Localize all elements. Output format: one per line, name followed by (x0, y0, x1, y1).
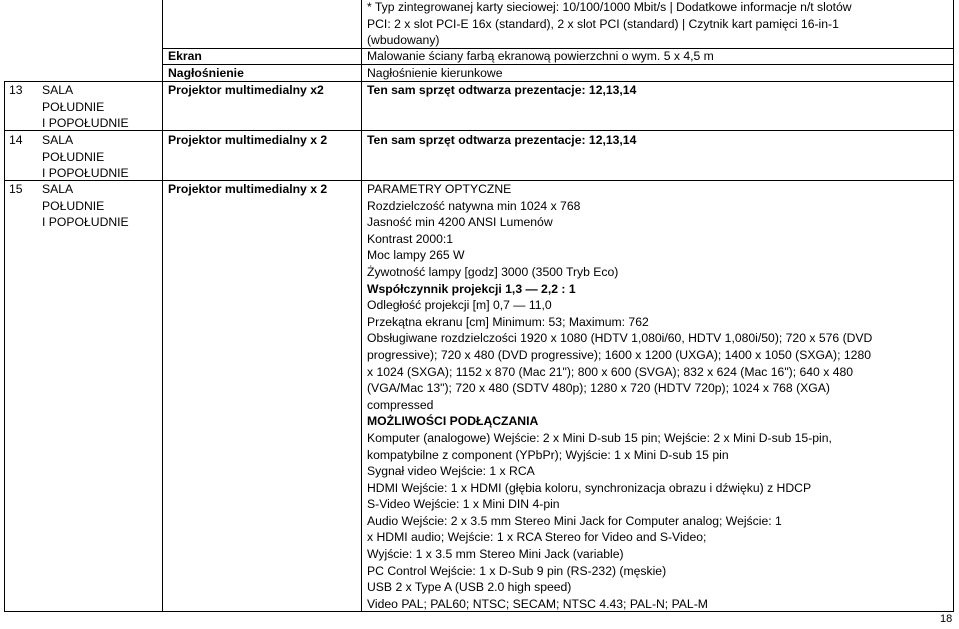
room-number: 13 (9, 83, 23, 97)
equipment-label: Projektor multimedialny x 2 (168, 182, 328, 196)
spec-line: USB 2 x Type A (USB 2.0 high speed) (367, 580, 572, 595)
spec-line: Rozdzielczość natywna min 1024 x 768 (367, 198, 581, 213)
room-name (42, 82, 129, 132)
spec-line: S-Video Wejście: 1 x Mini DIN 4-pin (367, 497, 560, 512)
text-line: * Typ zintegrowanej karty sieciowej: 10/100/1000 Mbit/s | Dodatkowe informacje n/t slotów (367, 0, 852, 14)
spec-line: x HDMI audio; Wejście: 1 x RCA Stereo for Video and S-Video; (367, 530, 707, 545)
room-name-line: I POPOŁUDNIE (42, 116, 129, 131)
grid-line (4, 130, 954, 131)
grid-line (162, 81, 163, 611)
page-number: 18 (940, 613, 953, 625)
room-name-line: I POPOŁUDNIE (42, 166, 129, 181)
spec-line: Jasność min 4200 ANSI Lumenów (367, 215, 553, 230)
connectivity-heading: MOŻLIWOŚCI PODŁĄCZANIA (367, 414, 539, 429)
optical-parameters-heading: PARAMETRY OPTYCZNE (367, 182, 512, 196)
room-name-line: POŁUDNIE (42, 99, 105, 114)
room-name (42, 132, 129, 182)
equipment-description: Ten sam sprzęt odtwarza prezentacje: 12,13,14 (367, 83, 637, 97)
room-name (42, 181, 129, 231)
spec-line: Wyjście: 1 x 3.5 mm Stereo Mini Jack (variable) (367, 547, 624, 562)
spec-line: Moc lampy 265 W (367, 248, 465, 263)
spec-line: Kontrast 2000:1 (367, 231, 454, 246)
spec-line: x 1024 (SXGA); 1152 x 870 (Mac 21"); 800 x 600 (SVGA); 832 x 624 (Mac 16"); 640 x 480 (367, 364, 854, 379)
room-name-line: I POPOŁUDNIE (42, 215, 129, 230)
spec-line: PC Control Wejście: 1 x D-Sub 9 pin (RS-232) (męskie) (367, 563, 667, 578)
room-number: 14 (9, 133, 23, 147)
throw-ratio-line: Współczynnik projekcji 1,3 — 2,2 : 1 (367, 281, 576, 296)
spec-line: Obsługiwane rozdzielczości 1920 x 1080 (HDTV 1,080i/60, HDTV 1,080i/50); 720 x 576 (DVD (367, 331, 873, 346)
spec-line: Audio Wejście: 2 x 3.5 mm Stereo Mini Jack for Computer analog; Wejście: 1 (367, 513, 782, 528)
room-number: 15 (9, 182, 23, 196)
spec-line: Przekątna ekranu [cm] Minimum: 53; Maximum: 762 (367, 314, 649, 329)
room-name-line: SALA (42, 182, 74, 196)
spec-line: Komputer (analogowe) Wejście: 2 x Mini D-sub 15 pin; Wejście: 2 x Mini D-sub 15-pin, (367, 430, 832, 445)
spec-line: Żywotność lampy [godz] 3000 (3500 Tryb Eco) (367, 264, 619, 279)
text-line: PCI: 2 x slot PCI-E 16x (standard), 2 x slot PCI (standard) | Czytnik kart pamięci 16-in-1 (367, 16, 839, 31)
room-name-line: SALA (42, 83, 74, 97)
spec-line: Video PAL; PAL60; NTSC; SECAM; NTSC 4.43; PAL-N; PAL-M (367, 596, 708, 611)
grid-line (361, 0, 362, 611)
spec-line: (VGA/Mac 13"); 720 x 480 (SDTV 480p); 1280 x 720 (HDTV 720p); 1024 x 768 (XGA) (367, 381, 830, 396)
grid-line (162, 0, 163, 48)
projector-specification (367, 181, 947, 612)
equipment-label: Projektor multimedialny x2 (168, 83, 324, 97)
spec-line: Odległość projekcji [m] 0,7 — 11,0 (367, 298, 552, 313)
naglosnienie-description: Nagłośnienie kierunkowe (367, 66, 503, 80)
spec-line: progressive); 720 x 480 (DVD progressive); 1600 x 1200 (UXGA); 1400 x 1050 (SXGA); 1280 (367, 347, 872, 362)
naglosnienie-label: Nagłośnienie (168, 66, 244, 80)
grid-line (953, 0, 954, 611)
room-name-line: POŁUDNIE (42, 198, 105, 213)
spec-line: HDMI Wejście: 1 x HDMI (głębia koloru, synchronizacja obrazu i dźwięku) z HDCP (367, 480, 812, 495)
spec-line: Sygnał video Wejście: 1 x RCA (367, 464, 535, 479)
spec-line: kompatybilne z component (YPbPr); Wyjście: 1 x Mini D-sub 15 pin (367, 447, 729, 462)
ekran-label: Ekran (168, 49, 202, 63)
room-name-line: SALA (42, 133, 74, 147)
equipment-description: Ten sam sprzęt odtwarza prezentacje: 12,13,14 (367, 133, 637, 147)
grid-line (4, 81, 5, 611)
text-line: (wbudowany) (367, 33, 440, 48)
ekran-description: Malowanie ściany farbą ekranową powierzchni o wym. 5 x 4,5 m (367, 49, 714, 63)
equipment-label: Projektor multimedialny x 2 (168, 133, 328, 147)
room-name-line: POŁUDNIE (42, 149, 105, 164)
network-card-info (367, 0, 947, 49)
spec-line: compressed (367, 397, 434, 412)
